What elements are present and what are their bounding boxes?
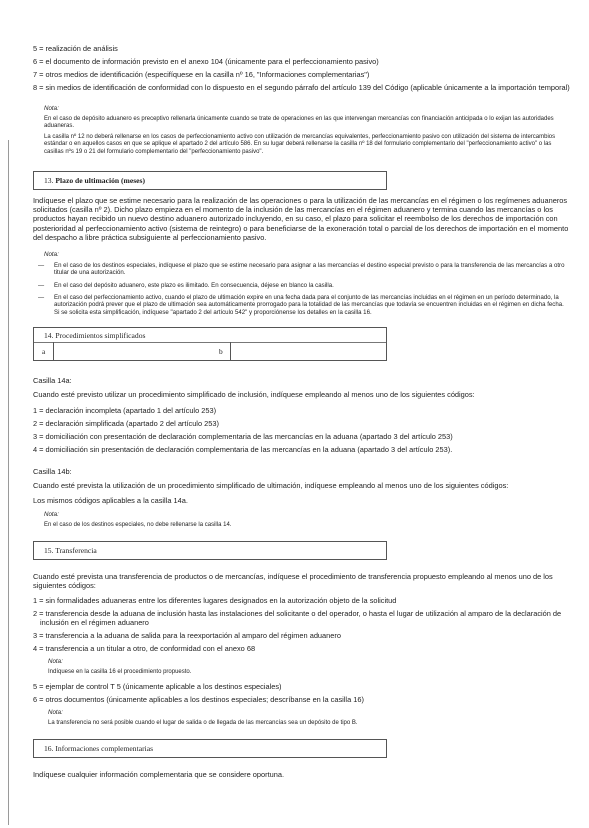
casilla-14b-intro: Cuando esté prevista la utilización de un procedimiento simplificado de ultimación, indíquese empleando al menos uno de los siguientes códigos: — [33, 481, 509, 490]
code-item: 6 = el documento de información previsto en el anexo 104 (únicamente para el perfeccionamiento pasivo) — [33, 57, 379, 66]
note-label: Nota: — [48, 658, 63, 665]
box-14-cell-a-label: a — [42, 347, 46, 356]
code-item: 3 = domiciliación con presentación de declaración complementaria de las mercancías en la aduana (apartado 3 del artículo 253) — [33, 432, 453, 441]
code-item: 2 = declaración simplificada (apartado 2 del artículo 253) — [33, 419, 219, 428]
note-label: Nota: — [44, 251, 59, 258]
note-bullet: — En el caso del depósito aduanero, este plazo es ilimitado. En consecuencia, déjese en blanco la casilla. — [38, 282, 334, 289]
box-14-title: 14. Procedimientos simplificados — [44, 331, 146, 340]
box-13-title: 13. Plazo de ultimación (meses) — [44, 176, 146, 185]
box-15 — [33, 541, 387, 560]
code-item: 5 = realización de análisis — [33, 44, 118, 53]
code-item: 6 = otros documentos (únicamente aplicables a los destinos especiales; descríbanse en la casilla 16) — [33, 695, 364, 704]
note-bullet: — En el caso de los destinos especiales, indíquese el plazo que se estime necesario para asignar a las mercancías el destino especial previsto o para la transferencia de las mercancías a otro titular de una autorización. — [38, 262, 565, 277]
box-16-title: 16. Informaciones complementarias — [44, 744, 154, 753]
casilla-14a-heading: Casilla 14a: — [33, 376, 72, 385]
note-bullet: — En el caso del perfeccionamiento activo, cuando el plazo de ultimación expire en una fecha dada para el conjunto de las mercancías incluidas en el régimen en un período determinado, la autorización podrá prever que el plazo de ultimación sea automáticamente prorrogado para la totalidad de las mercancías que todavía se encuentren incluidas en el régimen en dicha fecha. Si se solicita esta simplificación, indíquese "apartado 2 del artículo 542" y proporciónense los detalles en la casilla 16. — [38, 294, 564, 316]
code-item: 3 = transferencia a la aduana de salida para la reexportación al amparo del régimen aduanero — [33, 631, 341, 640]
box-15-title: 15. Transferencia — [44, 546, 97, 555]
box-14 — [33, 327, 387, 361]
code-item: 5 = ejemplar de control T 5 (únicamente aplicable a los destinos especiales) — [33, 682, 282, 691]
box-15-instructions: Cuando esté prevista una transferencia de productos o de mercancías, indíquese el procedimiento de transferencia propuesto empleando al menos uno de los siguientes códigos: — [33, 572, 553, 591]
code-item: 2 = transferencia desde la aduana de inclusión hasta las instalaciones del solicitante o del operador, o hasta el lugar de utilización al amparo de la declaración de inclusión en el régimen aduanero — [33, 609, 562, 627]
note-text: La casilla nº 12 no deberá rellenarse en los casos de perfeccionamiento activo con utilización de mercancías equivalentes, perfeccionamiento pasivo con utilización del sistema de intercambios estándar o en aquellos casos en que se aplique el apartado 2 del artículo 586. En su lugar deberá rellenarse la casilla nº 18 del formulario complementario del "perfeccionamiento activo" o las casillas nºs 19 o 21 del formulario complementario del "perfeccionamiento pasivo". — [44, 134, 556, 155]
note-text: En el caso de los destinos especiales, no debe rellenarse la casilla 14. — [44, 522, 232, 528]
box-13 — [33, 171, 387, 190]
code-item: 1 = declaración incompleta (apartado 1 del artículo 253) — [33, 406, 217, 415]
casilla-14b-heading: Casilla 14b: — [33, 467, 72, 476]
casilla-14b-same-codes: Los mismos códigos aplicables a la casilla 14a. — [33, 496, 188, 505]
note-text: En el caso de depósito aduanero es preceptivo rellenarla únicamente cuando se trate de operaciones en las que intervengan mercancías con financiación anticipada o lo exijan las autoridades aduaneras. — [44, 116, 554, 130]
note-text: Indíquese en la casilla 16 el procedimiento propuesto. — [48, 669, 192, 675]
note-text: La transferencia no será posible cuando el lugar de salida o de llegada de las mercancías sea un depósito de tipo B. — [48, 720, 358, 726]
code-item: 4 = transferencia a un titular a otro, de conformidad con el anexo 68 — [33, 644, 256, 653]
code-item: 7 = otros medios de identificación (especifíquese en la casilla nº 16, "Informaciones complementarias") — [33, 70, 370, 79]
box-16 — [33, 739, 387, 758]
code-item: 1 = sin formalidades aduaneras entre los diferentes lugares designados en la autorización objeto de la solicitud — [33, 596, 397, 605]
box-14-cell-b-label: b — [219, 347, 223, 356]
box-16-instructions: Indíquese cualquier información complementaria que se considere oportuna. — [33, 770, 285, 779]
casilla-14a-intro: Cuando esté previsto utilizar un procedimiento simplificado de inclusión, indíquese empleando al menos uno de los siguientes códigos: — [33, 390, 475, 399]
code-item: 8 = sin medios de identificación de conformidad con lo dispuesto en el segundo párrafo del artículo 139 del Código (aplicable únicamente a la importación temporal) — [33, 83, 570, 92]
note-label: Nota: — [44, 511, 59, 518]
box-13-instructions: Indíquese el plazo que se estime necesario para la realización de las operaciones o para la utilización de las mercancías en el régimen o los regímenes aduaneros solicitados (casilla nº 2). Dicho plazo empieza en el momento de la inclusión de las mercancías en el régimen aduanero y termina cuando las mercancías o los productos hayan recibido un nuevo destino aduanero autorizado incluyendo, en su caso, el plazo para solicitar el reembolso de los derechos de importación con posterioridad al perfeccionamiento activo (sistema de reintegro) o para beneficiarse de la exoneración total o parcial de los derechos de importación en el momento del despacho a libre práctica subsiguiente al perfeccionamiento pasivo. — [33, 196, 569, 242]
code-item: 4 = domiciliación sin presentación de declaración complementaria de las mercancías en la aduana (apartado 3 del artículo 253). — [33, 445, 453, 454]
note-label: Nota: — [44, 105, 59, 112]
note-label: Nota: — [48, 709, 63, 716]
left-margin-rule — [8, 140, 9, 825]
